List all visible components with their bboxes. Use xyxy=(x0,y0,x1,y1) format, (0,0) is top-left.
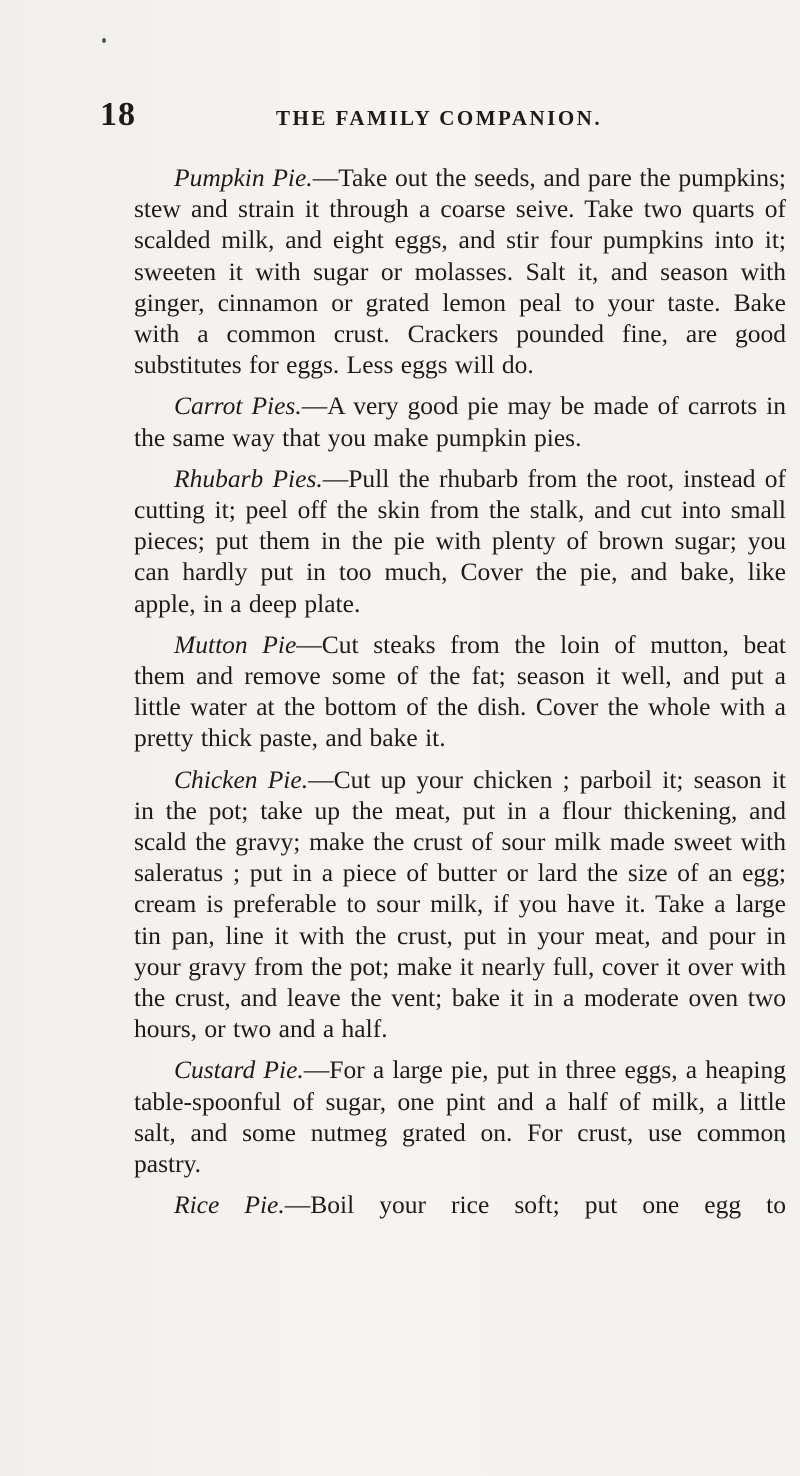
running-title: THE FAMILY COMPANION. xyxy=(276,106,603,130)
recipe-text: —Boil your rice soft; put one egg to xyxy=(284,1190,786,1220)
recipe-rice-pie xyxy=(134,1189,786,1220)
recipe-title: Custard Pie. xyxy=(174,1055,304,1085)
recipe-custard-pie xyxy=(134,1054,786,1179)
page-number: 18 xyxy=(100,96,136,133)
recipe-title: Carrot Pies. xyxy=(174,391,302,421)
recipe-text: —Pull the rhubarb from the root, instead of cutting it; peel off the skin from the stalk, and cut into small pieces; put them in the pie with plenty of brown sugar; you can hardly put in too much, Cover the pie, and bake, like apple, in a deep plate. xyxy=(134,463,786,618)
recipe-text: —Cut up your chicken ; parboil it; season it in the pot; take up the meat, put in a flour thickening, and scald the gravy; make the crust of sour milk made sweet with saleratus ; put in a piece of butter or lard the size of an egg; cream is preferable to sour milk, if you have it. Take a large tin pan, line it with the crust, put in your meat, and pour in your gravy from the pot; make it nearly full, cover it over with the crust, and leave the vent; bake it in a moderate oven two hours, or two and a half. xyxy=(134,764,786,1044)
recipe-title: Pumpkin Pie. xyxy=(174,163,313,192)
recipe-text: —For a large pie, put in three eggs, a heaping table-spoonful of sugar, one pint and a half of milk, a little salt, and some nutmeg grated on. For crust, use common pastry. xyxy=(134,1055,786,1179)
ink-speck xyxy=(102,38,106,43)
running-head xyxy=(100,96,740,136)
page-body xyxy=(134,162,786,1231)
recipe-rhubarb-pies xyxy=(134,463,786,619)
recipe-title: Rice Pie. xyxy=(174,1190,285,1220)
recipe-mutton-pie xyxy=(134,629,786,754)
recipe-text: —Take out the seeds, and pare the pumpkins; stew and strain it through a coarse seive. Take two quarts of scalded milk, and eight eggs, and stir four pumpkins into it; sweeten it with sugar or molasses. Salt it, and season with ginger, cinnamon or grated lemon peal to your taste. Bake with a common crust. Crackers pounded fine, are good substitutes for eggs. Less eggs will do. xyxy=(134,163,786,380)
recipe-title: Rhubarb Pies. xyxy=(174,463,323,493)
recipe-text: —Cut steaks from the loin of mutton, beat them and remove some of the fat; season it well, and put a little water at the bottom of the dish. Cover the whole with a pretty thick paste, and bake it. xyxy=(134,629,786,753)
recipe-pumpkin-pie xyxy=(134,162,786,380)
recipe-chicken-pie xyxy=(134,764,786,1045)
recipe-title: Mutton Pie xyxy=(174,629,297,659)
recipe-text: —A very good pie may be made of carrots in the same way that you make pumpkin pies. xyxy=(134,391,786,452)
recipe-title: Chicken Pie. xyxy=(174,764,309,794)
recipe-carrot-pies xyxy=(134,390,786,452)
